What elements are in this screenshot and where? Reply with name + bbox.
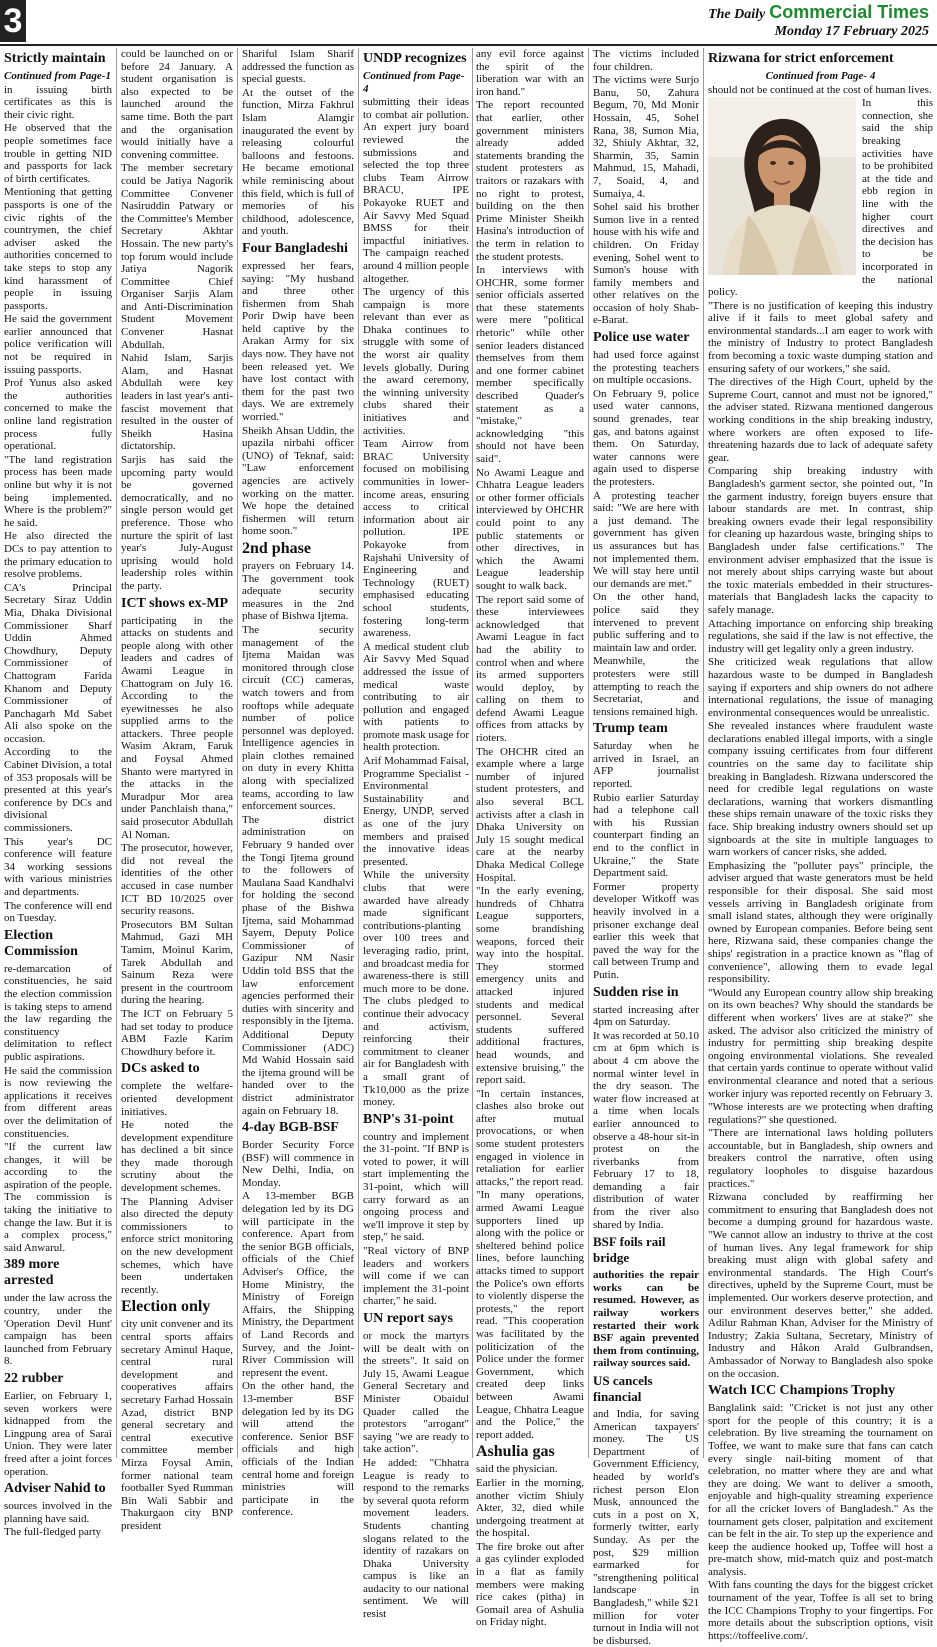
article-paragraph: The report said some of these interviewees acknowledged that Awami League in fact had the ability to control when and where its armed supporters would deploy, by calling on them to defend Awami League offices from attacks by rioters. — [476, 593, 584, 745]
headline-rizwana-strict-enforcement: Rizwana for strict enforcement — [708, 51, 894, 66]
masthead-title — [708, 2, 929, 23]
article-paragraph: had used force against the protesting teachers on multiple occasions. — [593, 349, 699, 387]
article-paragraph: According to the Cabinet Division, a total of 353 proposals will be presented at this year's conference by DCs and divisional commissioners. — [4, 746, 112, 835]
column-6 — [593, 48, 700, 1647]
masthead — [708, 2, 929, 40]
article-paragraph: Prosecutors BM Sultan Mahmud, Gazi MH Tamim, Moinul Karim, Tarek Abdullah and Sainum Reza were present in the courtroom during the hearing. — [121, 918, 233, 1007]
column-divider — [588, 48, 589, 1458]
headline-bnp-31-point: BNP's 31-point — [363, 1111, 454, 1127]
article-paragraph: On the other hand, police said they intervened to prevent public suffering and to maintain law and order. — [593, 591, 699, 654]
column-divider — [472, 48, 473, 1458]
article-paragraph: Rubio earlier Saturday had a telephone call with his Russian counterpart finding an end to the conflict in Ukraine," the State Department said. — [593, 791, 699, 880]
headline-strictly-maintain: Strictly maintain — [4, 51, 106, 66]
article-paragraph: The ICT on February 5 had set today to produce ABM Fazle Karim Chowdhury before it. — [121, 1007, 233, 1058]
article-paragraph: and India, for saving American taxpayers' money. The US Department of Government Efficiency, headed by world's richest person Elon Musk, announced the cuts in a post on X, formerly twitter, early Sunday. As per the post, $29 million earmarked for "strengthening political landscape in Bangladesh," while $21 million for voter turnout in India will not be disbursed. — [593, 1408, 699, 1647]
article-paragraph: "The land registration process has been made online but why it is not being implemented. Where is the problem?" he said. — [4, 453, 112, 529]
column-divider — [703, 48, 704, 1458]
continued-from: Continued from Page-1 — [4, 70, 111, 82]
headline-election-only: Election only — [121, 1298, 211, 1316]
article-paragraph: Earlier, on February 1, seven workers were kidnapped from the Lingpung area of Sarai Union. They were later freed after a joint forces operation. — [4, 1390, 112, 1478]
column-divider — [358, 48, 359, 1458]
headline-sudden-rise-in: Sudden rise in — [593, 984, 679, 1000]
headline-un-report-says: UN report says — [363, 1311, 453, 1326]
column-7 — [708, 48, 933, 1642]
article-paragraph: Sarjis has said the upcoming party would be governed democratically, and no single person would get preference. Those who nurture the spirit of last year's July-August uprising would hold leadership roles within the party. — [121, 454, 233, 592]
column-1 — [4, 48, 112, 1539]
continued-from: Continued from Page- 4 — [765, 70, 876, 82]
article-paragraph: Saturday when he arrived in Israel, an AFP journalist reported. — [593, 740, 699, 791]
article-paragraph: Earlier in the morning, another victim Shiuly Akter, 32, died while undergoing treatment at the hospital. — [476, 1476, 584, 1540]
article-paragraph: The member secretary could be Jatiya Nagorik Committee Convener Nasiruddin Patwary or the Committee's Member Secretary Akhtar Hossain. The new party's top forum would include Jatiya Nagorik Committee Chief Organiser Sarjis Alam and Anti-Discrimination Student Movement Convener Hasnat Abdullah. — [121, 162, 233, 351]
article-paragraph: The security management of the Ijtema Maidan was monitored through close circuit (CC) cameras, watch towers and from rooftops while adequate number of police personnel was deployed. Intelligence agencies in plain clothes remained on duty in every Khitta along with specialized teams, according to law enforcement sources. — [242, 623, 354, 813]
article-paragraph: Meanwhile, the protesters were still attempting to reach the Secretariat, and tensions remained high. — [593, 655, 699, 718]
article-paragraph: The urgency of this campaign is more relevant than ever as Dhaka continues to struggle with some of the worst air quality levels globally. During the award ceremony, the winning university clubs shared their initiatives and activities. — [363, 286, 469, 437]
article-paragraph: Banglalink said: "Cricket is not just any other sport for the people of this country; it is a celebration. By live streaming the tournament on Toffee, we want to make sure that fans can catch every single nail-biting moment of that celebration, no matter where they are and what they are doing. We want to deliver a smooth, enjoyable and high-quality streaming experience for all the cricket lovers of Bangladesh." As the tournament gets closer, palpitation and excitement can be felt in the air. To step up the experience and keep the audience hooked up, Toffee will host a pre-match show, mid-match quiz and post-match analysis. — [708, 1402, 933, 1578]
column-divider — [237, 48, 238, 1458]
article-paragraph: could be launched on or before 24 January. A student organisation is also expected to be launched around the same time. Both the part and the organisation would initially have a convening committee. — [121, 48, 233, 161]
portrait-photo — [708, 97, 856, 275]
article-paragraph: city unit convener and its central sports affairs secretary Aminul Haque, central rural development and cooperatives affairs secretary Farhad Hossain Azad, district BNP general secretary and central executive committee member Mirza Foysal Amin, former national team footballer Syed Rumman Bin Wali Sabbir and Thakurgaon city BNP president — [121, 1318, 233, 1532]
article-paragraph: A 13-member BGB delegation led by its DG will participate in the conference. Apart from the senior BGB officials, officials of the Chief Adviser's Office, the Home Ministry, the Ministry of Foreign Affairs, the Shipping Ministry, the Department of Land Records and Survey, and the Joint-River Commission will represent the event. — [242, 1190, 354, 1379]
article-paragraph: Arif Mohammad Faisal, Programme Specialist - Environmental Sustainability and Energy, UNDP, served as one of the jury members and praised the innovative ideas presented. — [363, 755, 470, 868]
article-paragraph: Border Security Force (BSF) will commence in New Delhi, India, on Monday. — [242, 1139, 354, 1189]
article-paragraph: Emphasizing the "polluter pays" principle, the adviser argued that waste generators must be held responsible for their disposal. She said most vessels arriving in Bangladesh originate from small island states, although they were originally owned by European companies. Before being sent here, Rizwana said, these companies change the ships' registration in a practice known as "flag of convenience", allowing them to evade legal responsibility. — [708, 859, 933, 986]
article-paragraph: He observed that the people sometimes face trouble in getting NID and passports for lack of birth certificates. — [4, 122, 112, 185]
headline-undp-recognizes: UNDP recognizes — [363, 51, 467, 66]
article-paragraph: The victims included four children. — [593, 48, 699, 73]
article-paragraph: A protesting teacher said: "We are here with a just demand. The government has given us assurances but has not implemented them. We will stay here until our demands are met." — [593, 489, 699, 590]
article-paragraph: He also directed the DCs to pay attention to the primary education to resolve problems. — [4, 530, 112, 581]
article-paragraph: Mentioning that getting passports is one of the civic rights of the countrymen, the chief adviser asked the authorities concerned to take steps to stop any kind harassment of people in issuing passports. — [4, 186, 112, 312]
headline-4-day-bgb-bsf: 4-day BGB-BSF — [242, 1120, 339, 1136]
article-paragraph: Prof Yunus also asked the authorities concerned to make the online land registration process fully operational. — [4, 377, 112, 453]
headline-ict-shows-ex-mp: ICT shows ex-MP — [121, 595, 229, 611]
article-paragraph: The OHCHR cited an example where a large number of injured student protesters, and also several BCL activists after a clash in Dhaka University on July 15 sought medical care at the nearby Dhaka Medical College Hospital. — [476, 745, 584, 884]
headline-police-use-water: Police use water — [593, 330, 690, 346]
article-paragraph: complete the welfare-oriented development initiatives. — [121, 1080, 233, 1118]
article-paragraph: "If the current law changes, it will be according to the aspiration of the people. The commission is taking the initiative to change the law. But it is a complex process," said Anwarul. — [4, 1141, 112, 1254]
article-paragraph: The district administration on February 9 handed over the Tongi Ijtema ground to the followers of Maulana Saad Kandhalvi for holding the second phase of the Bishwa Ijtema, said Mohammad Sayem, Deputy Police Commissioner of Gazipur NM Nasir Uddin told BSS that the law enforcement agencies performed their duties with sincerity and responsibly in the Ijtema. — [242, 813, 354, 1028]
article-paragraph: He noted the development expenditure has declined a bit since they made thorough scrutiny about the development schemes. — [121, 1119, 233, 1195]
headline-ashulia-gas: Ashulia gas — [476, 1443, 555, 1461]
article-paragraph: said the physician. — [476, 1463, 558, 1476]
article-paragraph: Attaching importance on enforcing ship breaking regulations, she said if the law is not effective, the industry will get legality only a green industry. — [708, 617, 933, 655]
article-paragraph: CA's Principal Secretary Siraz Uddin Mia, Dhaka Divisional Commissioner Sharf Uddin Ahmed Chowdhury, Deputy Commissioner of Chattogram Farida Khanom and Deputy Commissioner of Panchagarh Md Sabet Ali also spoke on the occasion. — [4, 581, 112, 745]
headline-adviser-nahid: Adviser Nahid to — [4, 1481, 106, 1497]
issue-date: Monday 17 February 2025 — [774, 24, 929, 39]
article-paragraph: "Whose interests are we protecting when drafting regulations?" she questioned. — [708, 1101, 933, 1126]
article-paragraph: He said the government earlier announced that police verification will not be required in issuing passports. — [4, 313, 112, 376]
column-2 — [121, 48, 233, 1532]
article-paragraph: The victims were Surjo Banu, 50, Zahura Begum, 70, Md Monir Hossain, 45, Sohel Rana, 38, Sumon Mia, 32, Shiuly Akhtar, 32, Sharmin, 35, Samin Mahmud, 15, Mahadi, 7, Soaid, 4, and Sumaiya, 4. — [593, 74, 699, 200]
article-paragraph: expressed her fears, saying: "My husband and three other fishermen from Shah Porir Dwip have been held captive by the Arakan Army for six days now. They have not been released yet. We have lost contact with them for the past two days. We are extremely worried." — [242, 259, 354, 424]
headline-us-cancels-financial: US cancels financial — [593, 1373, 653, 1404]
headline-bsf-foils-rail-bridge: BSF foils rail bridge — [593, 1234, 666, 1266]
article-paragraph: country and implement the 31-point. "If BNP is voted to power, it will start implementing the 31-point, which will carry forward as an ongoing process and we'll improve it step by step," he said. — [363, 1130, 469, 1244]
article-paragraph: Former property developer Witkoff was heavily involved in a prisoner exchange deal earlier this week that paved the way for the call between Trump and Putin. — [593, 880, 700, 981]
article-paragraph: Sohel said his brother Sumon live in a rented house with his wife and children. On Friday evening, Sohel went to Sumon's house with family members and other relatives on the occasion of holy Shab-e-Barat. — [593, 201, 699, 327]
article-paragraph: "Real victory of BNP leaders and workers will come if we can implement the 31-point charter," he said. — [363, 1245, 469, 1308]
article-paragraph: "In the early evening, hundreds of Chhatra League supporters, some brandishing weapons, forced their way into the hospital. They stormed emergency units and attacked injured students and medical personnel. Several students suffered additional fractures, head wounds, and extensive bruising," the report said. — [476, 885, 584, 1087]
article-paragraph: sources involved in the planning have said. — [4, 1500, 112, 1525]
article-paragraph: At the outset of the function, Mirza Fakhrul Islam Alamgir inaugurated the event by releasing colourful balloons and festoons. He became emotional while reminiscing about this field, which is full of memories of his childhood, adolescence, and youth. — [242, 86, 354, 238]
article-paragraph: participating in the attacks on students and people along with other leaders and cadres of Awami League in Chattogram on July 16. According to the eyewitnesses he also supplied arms to the attackers. Three people Wasim Akram, Faruk and Foysal Ahmed Shanto were martyred in the attacks in the Muradpur Mor area under Panchlaish thana," said prosecutor Abdullah Al Noman. — [121, 614, 233, 841]
column-5 — [476, 48, 584, 1629]
article-paragraph: Team Airrow from BRAC University focused on mobilising communities in lower-income areas, ensuring access to critical information about air pollution. IPE Pokayoke from Rajshahi University of Engineering and Technology (RUET) emphasised educating school students, fostering long-term awareness. — [363, 438, 469, 640]
article-paragraph: in issuing birth certificates as this is their civic right. — [4, 83, 112, 121]
article-paragraph: "There is no justification of keeping this industry alive if it fails to meet global safety and environmental standards...I am eager to work with the ministry of Industry to protect Bangladesh from becoming a toxic waste dumping station and ensuring safety of our workers," she said. — [708, 299, 933, 375]
article-paragraph: She revealed instances where fraudulent waste declarations enabled illegal imports, with a single company issuing certificates from four different countries on the same day to facilitate ship breaking in Bangladesh. Rizwana underscored the need for credible legal regulations on waste declarations, warning that workers dismantling these ships remain unaware of the toxic risks they face. Ship breaking industry owners should set up signboards at the site in multiple languages to warn workers of cancer risks, she added. — [708, 720, 933, 859]
article-paragraph: re-demarcation of constituencies, he said the election commission is taking steps to amend the law regarding the constituency delimitation to reflect public aspirations. — [4, 962, 112, 1063]
article-paragraph: On February 9, police used water cannons, sound grenades, tear gas, and batons against them. On Saturday, water cannons were again used to disperse the protesters. — [593, 387, 699, 488]
article-paragraph: A medical student club Air Savvy Med Squad addressed the issue of medical waste contributing to air pollution and engaged with patients to promote mask usage for health protection. — [363, 640, 469, 754]
article-paragraph: should not be continued at the cost of human lives. — [708, 83, 932, 96]
article-paragraph: "Would any European country allow ship breaking on its own beaches? Why should the standards be different when workers' lives are at stake?" she asked. The advisor also criticized the ministry of industry for permitting ship breaking despite ongoing environmental violations. She revealed that certain yards continue to operate without valid environmental clearance and noted that a serious worker injury was reported recently on February 3. — [708, 986, 933, 1100]
article-paragraph: The fire broke out after a gas cylinder exploded in a flat as family members were making rice cakes (pitha) in Gomail area of Ashulia on Friday night. — [476, 1540, 584, 1629]
article-paragraph: On the other hand, the 13-member BSF delegation led by its DG will attend the conference. Senior BSF officials and high officials of the Indian central home and foreign ministries will participate in the conference. — [242, 1380, 354, 1519]
article-paragraph: prayers on February 14. The government took adequate security measures in the 2nd phase of Bishwa Ijtema. — [242, 559, 354, 623]
masthead-the-daily: The Daily — [708, 7, 766, 22]
article-paragraph: She criticized weak regulations that allow hazardous waste to be dumped in Bangladesh saying if exporters and ship owners do not adhere international regulations, the issue of managing environmental consequences would be unrealistic. — [708, 656, 933, 719]
article-paragraph: "There are international laws holding polluters accountable, but in Bangladesh, ship owners and breakers control the narrative, often using regulatory loopholes to disguise hazardous practices." — [708, 1127, 933, 1190]
article-paragraph: The full-fledged party — [4, 1526, 102, 1539]
article-paragraph: It was recorded at 50.10 cm at 6pm which is about 4 cm above the normal winter level in the dry season. The water flow increased at a time when locals earlier announced to observe a 48-hour sit-in protest on the riverbanks from February 17 to 18, demanding a fair distribution of water from the river also shared by India. — [593, 1029, 699, 1231]
article-paragraph: While the university clubs that were awarded have already made significant contributions-planting over 100 trees and leveraging radio, print, and broadcast media for awareness-there is still much more to be done. The clubs pledged to continue their advocacy and activism, reinforcing their commitment to cleaner air for Bangladesh with a small grant of Tk10,000 as the prize money. — [363, 869, 469, 1109]
article-paragraph: Rizwana concluded by reaffirming her commitment to ensuring that Bangladesh does not become a dumping ground for hazardous waste. "We cannot allow an industry to thrive at the cost of human lives. Any legal framework for ship breaking must align with global safety and environmental standards. The High Court's directives, upheld by the Supreme Court, must be implemented. Our workers deserve protection, and our environment deserves better," she added. Adilur Rahman Khan, Adviser for the Ministry of Industry; Zakia Sultana, Secretary, Ministry of Industry and Håkon Arald Gulbrandsen, Ambassador of Norway to Bangladesh also spoke on the occasion. — [708, 1191, 933, 1380]
headline-2nd-phase: 2nd phase — [242, 539, 311, 557]
article-paragraph: The prosecutor, however, did not reveal the identities of the other accused in case number ICT BD 10/2025 over security reasons. — [121, 842, 233, 918]
headline-watch-icc-champions-trophy: Watch ICC Champions Trophy — [708, 1383, 896, 1399]
article-paragraph: or mock the martyrs will be dealt with on the streets". It said on July 15, Awami League General Secretary and Minister Obaidul Quader called the protestors "arrogant" saying "we are ready to take action". — [363, 1330, 469, 1456]
page-number: 3 — [3, 2, 23, 40]
article-paragraph: authorities the repair works can be resumed. However, as railway workers restarted their work BSF again prevented them from continuing, railway sources said. — [593, 1269, 699, 1370]
article-paragraph: He said the commission is now reviewing the applications it receives from different areas over the delimitation of constituencies. — [4, 1064, 112, 1140]
article-paragraph: With fans counting the days for the biggest cricket tournament of the year, Toffee is all set to bring the ICC Champions Trophy to your fingertips. For more details about the subscription options, visit https://toffeelive.com/. — [708, 1579, 933, 1642]
headline-dcs-asked-to: DCs asked to — [121, 1061, 200, 1077]
masthead-name: Commercial Times — [769, 2, 929, 22]
article-paragraph: under the law across the country, under the 'Operation Devil Hunt' campaign has been launched from February 8. — [4, 1292, 112, 1368]
article-paragraph: "In many operations, armed Awami League supporters lined up along with the police or sheltered behind police lines, before launching attacks timed to support the Police's own efforts to violently disperse the protests," the report read. "This cooperation was facilitated by the politicization of the Police under the former Government, which created deep links between Awami League, Chhatra League and the Police," the report added. — [476, 1189, 584, 1441]
article-paragraph: In interviews with OHCHR, some former senior officials asserted that these statements were mere "political rhetoric" while other senior leaders distanced themselves from them and one former cabinet member specifically described Quader's statement as a "mistake," acknowledging "this should not have been said". — [476, 264, 584, 465]
article-paragraph: The Planning Adviser also directed the deputy commissioners to enforce strict monitoring on the new development schemes, which have been undertaken recently. — [121, 1195, 233, 1296]
article-paragraph: He added: "Chhatra League is ready to respond to the remarks by several quota reform movement leaders. Students chanting slogans related to the identity of razakars on Dhaka University campus is like an audacity to our national sentiment. We will resist — [363, 1456, 469, 1621]
article-paragraph: "In certain instances, clashes also broke out after mutual provocations, or when some student protesters engaged in violence in retaliation for earlier attacks," the report read. — [476, 1087, 584, 1188]
column-divider — [116, 48, 117, 1458]
article-paragraph: Sheikh Ahsan Uddin, the upazila nirbahi officer (UNO) of Teknaf, said: "Law enforcement agencies are actively working on the matter. We hope the detained fishermen will return home soon." — [242, 424, 354, 538]
header-rule — [0, 44, 937, 46]
portrait-image — [708, 97, 856, 275]
article-paragraph: Additional Deputy Commissioner (ADC) Md Wahid Hossain said the ijtema ground will be handed over to the district administrator again on February 18. — [242, 1028, 354, 1117]
headline-22-rubber: 22 rubber — [4, 1371, 64, 1386]
article-paragraph: This year's DC conference will feature 34 working sessions with various ministries and departments. — [4, 835, 112, 898]
article-paragraph: Shariful Islam Sharif addressed the function as special guests. — [242, 48, 354, 86]
page-number-box — [0, 0, 26, 42]
article-paragraph: The report recounted that earlier, other government ministers already added statements branding the student protesters as traitors or razakars with no right to protest, building on the then Prime Minister Sheikh Hasina's introduction of the term in relation to the student protests. — [476, 99, 584, 263]
column-4 — [363, 48, 470, 1621]
headline-election-commission: Election Commission — [4, 927, 78, 959]
article-paragraph: started increasing after 4pm on Saturday. — [593, 1003, 699, 1029]
article-paragraph: The conference will end on Tuesday. — [4, 899, 112, 925]
continued-from: Continued from Page- 4 — [363, 70, 465, 95]
headline-389-more-arrested: 389 more arrested — [4, 1257, 60, 1289]
article-paragraph: Nahid Islam, Sarjis Alam, and Hasnat Abdullah were key leaders in last year's anti-fascist movement that resulted in the ouster of Sheikh Hasina dictatorship. — [121, 352, 233, 453]
article-paragraph: submitting their ideas to combat air pollution. An expert jury board reviewed the submissions and selected the top three clubs Team Airrow BRACU, IPE Pokayoke RUET and Air Savvy Med Squad BMSS for their impactful initiatives. The campaign reached around 4 million people altogether. — [363, 96, 469, 285]
headline-four-bangladeshi: Four Bangladeshi — [242, 240, 348, 256]
article-paragraph: In this connection, she said the ship breaking activities have to be prohibited at the tide and ebb region in line with the higher court directives and the decision has to be incorporated in the national policy. — [708, 97, 933, 299]
column-3 — [242, 48, 354, 1519]
article-paragraph: any evil force against the spirit of the liberation war with an iron hand." — [476, 48, 584, 98]
headline-trump-team: Trump team — [593, 721, 668, 737]
article-paragraph: Comparing ship breaking industry with Bangladesh's garment sector, she pointed out, "In the garment industry, foreign buyers ensure that labour standards are met. In contrast, ship breaking owners evade their legal responsibility for cleaning up hazardous waste, bringing ships to Bangladesh under false certifications." The environment adviser emphasized that the issue is not merely about ships carrying waste but about the toxic materials embedded in their structures-materials that Bangladesh lacks the capacity to safely manage. — [708, 465, 933, 616]
article-paragraph: The directives of the High Court, upheld by the Supreme Court, cannot and must not be ignored," the adviser stated. Rizwana mentioned dangerous working conditions in the ship breaking industry, where workers are often exposed to life-threatening hazards due to lack of adequate safety gear. — [708, 376, 933, 464]
article-paragraph: No Awami League and Chhatra League leaders or other former officials interviewed by OHCHR could point to any public statements or other directives, in which the Awami League leadership sought to walk back. — [476, 466, 584, 592]
